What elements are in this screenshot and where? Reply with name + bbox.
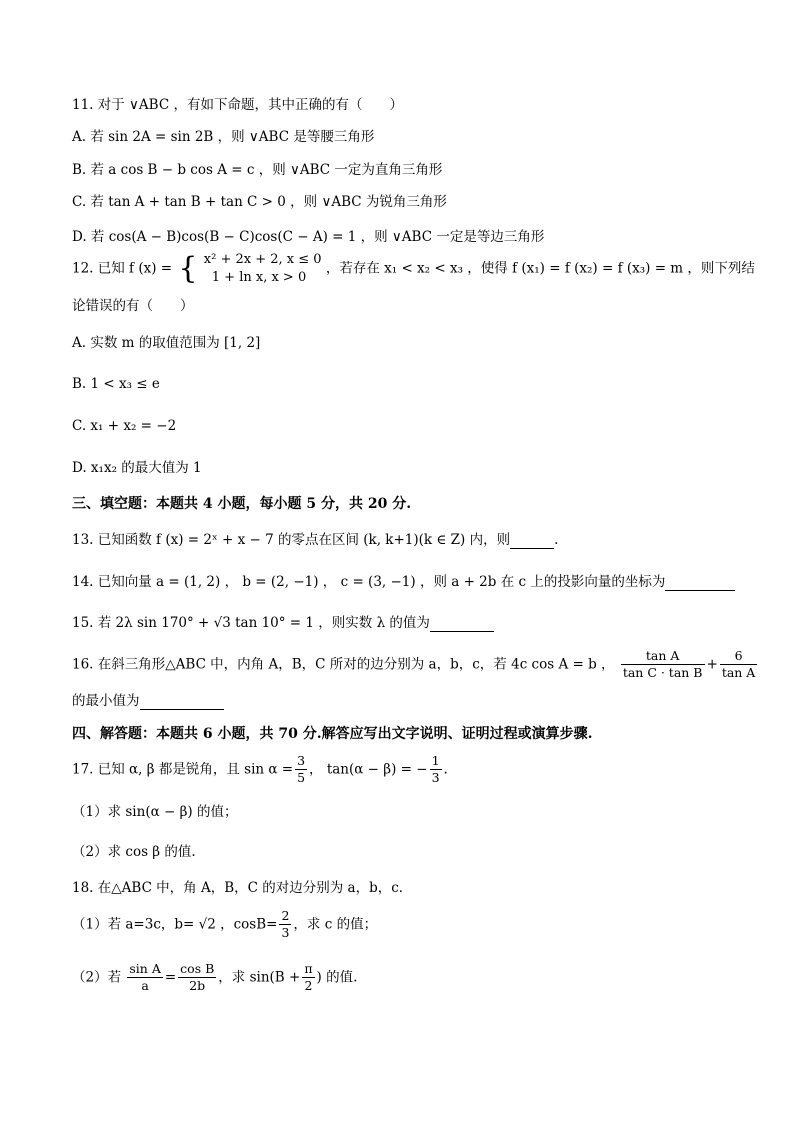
answer-blank [430, 617, 494, 632]
q16-stem: 16. 在斜三角形△ABC 中，内角 A，B，C 所对的边分别为 a，b，c，若 4c cos A = b ， $\frac{\text{tan A}}{\text{tan C · tan B}}$ + $\frac{6}{\text{tan A}}$ [72, 648, 756, 680]
q15: 15. 若 2λ sin 170° + √3 tan 10° = 1 ，则实数 λ 的值为 [72, 614, 494, 632]
q14: 14. 已知向量 a = (1, 2) ， b = (2, −1) ， c = (3, −1) ，则 a + 2b 在 c 上的投影向量的坐标为 [72, 573, 735, 591]
piecewise-cases: x² + 2x + 2, x ≤ 0 1 + ln x, x > 0 [203, 251, 322, 285]
fraction: $\frac{\text{sin A}}{a}$ [129, 961, 161, 993]
q17-part-1: （1）求 sin(α − β) 的值； [72, 804, 238, 820]
section-3-heading: 三、填空题：本题共 4 小题，每小题 5 分，共 20 分. [72, 496, 412, 512]
q12-stem: 12. 已知 f (x) = { x² + 2x + 2, x ≤ 0 1 + ln x, x > 0 ，若存在 x₁ < x₂ < x₃ ，使得 f (x₁) = f (x₂) = f (x₃) = m ，则下列结 [72, 250, 755, 286]
fraction: $\frac{3}{5}$ [297, 753, 306, 785]
q11-option-a: A. 若 sin 2A = sin 2B ，则 ∨ABC 是等腰三角形 [72, 129, 375, 145]
fraction: $\frac{2}{3}$ [281, 908, 290, 940]
q18-part-1: （1）若 a=3c，b= √2 ，cosB= $\frac{2}{3}$ ，求 c 的值； [72, 908, 378, 940]
q11-option-c: C. 若 tan A + tan B + tan C > 0 ，则 ∨ABC 为锐角三角形 [72, 194, 447, 210]
q11-option-b: B. 若 a cos B − b cos A = c ，则 ∨ABC 一定为直角三角形 [72, 162, 443, 178]
q17-stem: 17. 已知 α, β 都是锐角，且 sin α = $\frac{3}{5}$ ， tan(α − β) = − $\frac{1}{3}$ . [72, 753, 448, 785]
q11-option-d: D. 若 cos(A − B)cos(B − C)cos(C − A) = 1 ，则 ∨ABC 一定是等边三角形 [72, 229, 545, 245]
answer-blank [665, 576, 735, 591]
answer-blank [510, 534, 554, 549]
fraction: $\frac{1}{3}$ [431, 753, 440, 785]
q16-cont: 的最小值为 [72, 692, 224, 710]
fraction: $\frac{\text{cos B}}{2b}$ [180, 961, 215, 993]
q12-option-b: B. 1 < x₃ ≤ e [72, 376, 160, 392]
q18-part-2: （2）若 $\frac{\text{sin A}}{a}$ = $\frac{\text{cos B}}{2b}$ ，求 sin(B + $\frac{\pi}{2}$ ) 的值. [72, 961, 358, 993]
q13: 13. 已知函数 f (x) = 2ˣ + x − 7 的零点在区间 (k, k+1)(k ∈ Z) 内，则 . [72, 532, 559, 548]
piecewise-brace: { [178, 250, 198, 286]
q12-option-c: C. x₁ + x₂ = −2 [72, 418, 177, 434]
q12-stem-cont: 论错误的有（ ） [72, 298, 194, 314]
answer-blank [140, 695, 224, 710]
q12-option-d: D. x₁x₂ 的最大值为 1 [72, 460, 202, 476]
fraction: $\frac{6}{\text{tan A}}$ [721, 648, 756, 680]
q17-part-2: （2）求 cos β 的值. [72, 844, 196, 860]
q12-option-a: A. 实数 m 的取值范围为 [1, 2] [72, 335, 261, 351]
fraction: $\frac{\pi}{2}$ [304, 961, 313, 993]
fraction: $\frac{\text{tan A}}{\text{tan C · tan B}}$ [622, 648, 703, 680]
q18-stem: 18. 在△ABC 中，角 A，B，C 的对边分别为 a，b，c． [72, 880, 413, 896]
q11-stem: 11. 对于 ∨ABC ，有如下命题，其中正确的有（ ） [72, 97, 403, 113]
section-4-heading: 四、解答题：本题共 6 小题，共 70 分.解答应写出文字说明、证明过程或演算步骤. [72, 726, 593, 742]
